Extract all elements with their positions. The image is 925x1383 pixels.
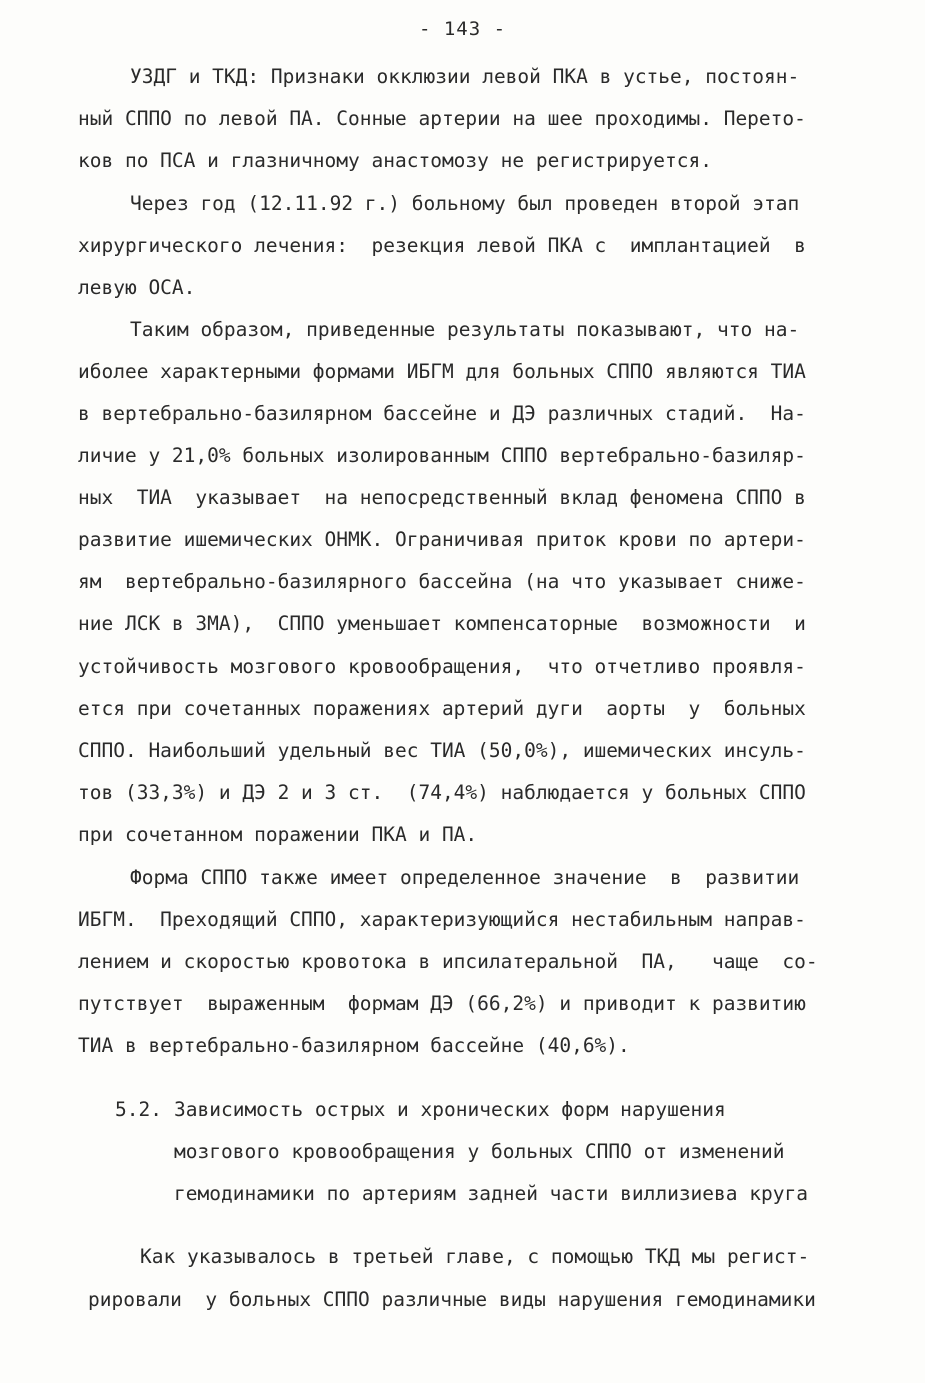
section-number: 5.2. <box>115 1098 162 1121</box>
text-line: Как указывалось в третьей главе, с помощью ТКД мы регист- <box>140 1245 810 1268</box>
text-line: рировали у больных СППО различные виды нарушения гемодинамики <box>88 1288 816 1311</box>
text-line: при сочетанном поражении ПКА и ПА. <box>78 823 478 846</box>
text-line: путствует выраженным формам ДЭ (66,2%) и приводит к развитию <box>78 992 806 1015</box>
text-line: УЗДГ и ТКД: Признаки окклюзии левой ПКА в устье, постоян- <box>130 65 800 88</box>
text-line: СППО. Наибольший удельный вес ТИА (50,0%), ишемических инсуль- <box>78 739 806 762</box>
text-line: Форма СППО также имеет определенное значение в развитии <box>130 866 800 889</box>
text-line: ный СППО по левой ПА. Сонные артерии на шее проходимы. Перето- <box>78 107 806 130</box>
section-title-line: Зависимость острых и хронических форм нарушения <box>174 1098 726 1121</box>
section-title-line: гемодинамики по артериям задней части виллизиева круга <box>174 1182 808 1205</box>
text-line: иболее характерными формами ИБГМ для больных СППО являются ТИА <box>78 360 806 383</box>
text-line: ных ТИА указывает на непосредственный вклад феномена СППО в <box>78 486 806 509</box>
text-line: левую ОСА. <box>78 276 196 299</box>
text-line: Таким образом, приведенные результаты показывают, что на- <box>130 318 800 341</box>
text-line: ИБГМ. Преходящий СППО, характеризующийся нестабильным направ- <box>78 908 806 931</box>
text-line: в вертебрально-базилярном бассейне и ДЭ различных стадий. На- <box>78 402 806 425</box>
text-line: развитие ишемических ОНМК. Ограничивая приток крови по артери- <box>78 528 806 551</box>
text-line: ков по ПСА и глазничному анастомозу не регистрируется. <box>78 149 712 172</box>
text-line: ТИА в вертебрально-базилярном бассейне (40,6%). <box>78 1034 630 1057</box>
text-line: Через год (12.11.92 г.) больному был проведен второй этап <box>130 192 800 215</box>
text-line: личие у 21,0% больных изолированным СППО вертебрально-базиляр- <box>78 444 806 467</box>
section-title-line: мозгового кровообращения у больных СППО от изменений <box>174 1140 785 1163</box>
text-line: ется при сочетанных поражениях артерий дуги аорты у больных <box>78 697 806 720</box>
text-line: лением и скоростью кровотока в ипсилатеральной ПА, чаще со- <box>78 950 818 973</box>
text-line: ям вертебрально-базилярного бассейна (на что указывает сниже- <box>78 570 806 593</box>
text-line: устойчивость мозгового кровообращения, что отчетливо проявля- <box>78 655 806 678</box>
text-line: хирургического лечения: резекция левой ПКА с имплантацией в <box>78 234 806 257</box>
page-number: - 143 - <box>418 18 507 40</box>
text-line: тов (33,3%) и ДЭ 2 и 3 ст. (74,4%) наблюдается у больных СППО <box>78 781 806 804</box>
text-line: ние ЛСК в ЗМА), СППО уменьшает компенсаторные возможности и <box>78 612 806 635</box>
